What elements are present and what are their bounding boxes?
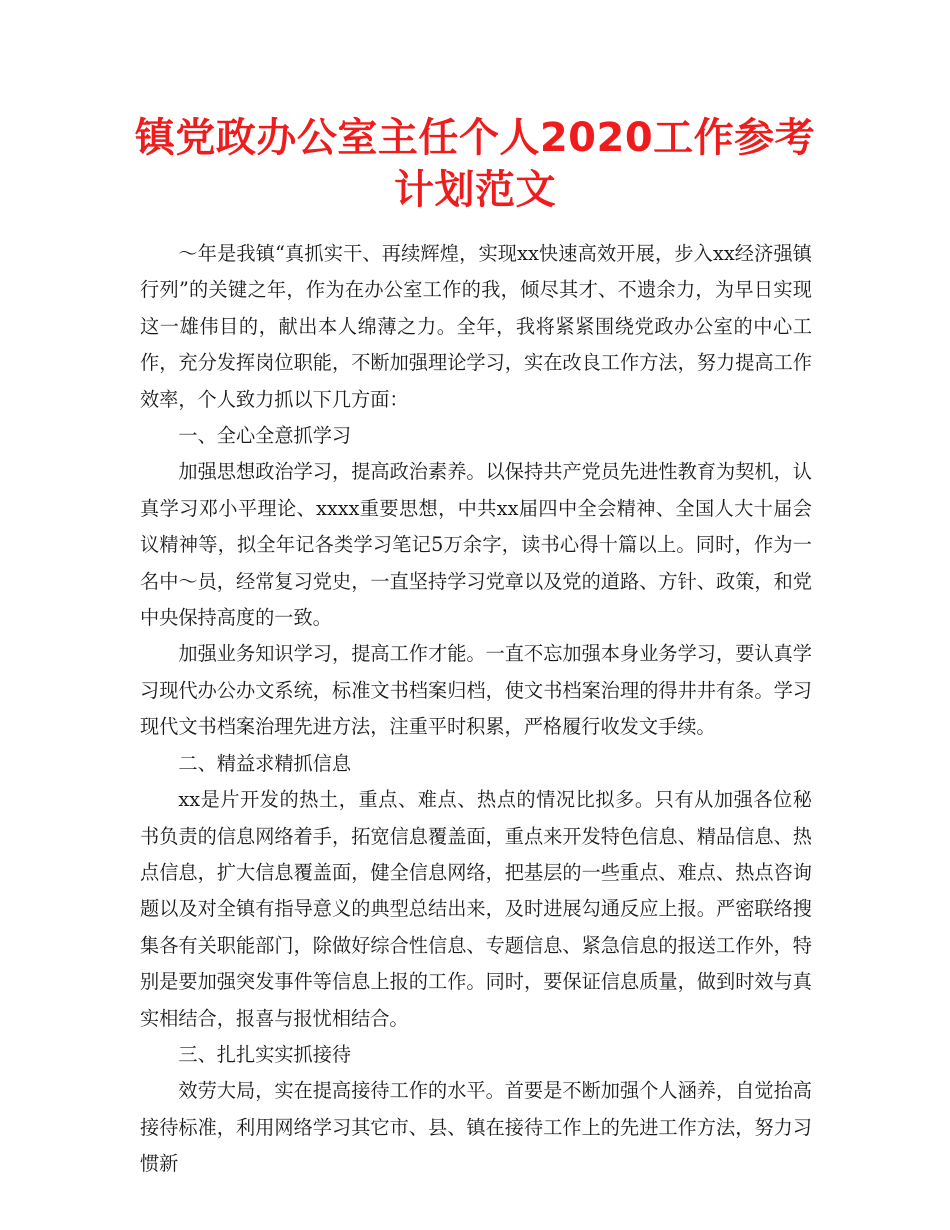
section-heading-information: 二、精益求精抓信息 bbox=[178, 751, 352, 775]
document-title: 镇党政办公室主任个人2020工作参考计划范文 bbox=[134, 115, 816, 213]
section-heading-study: 一、全心全意抓学习 bbox=[178, 424, 352, 448]
document-body bbox=[140, 236, 812, 1183]
body-paragraph: 加强业务知识学习，提高工作才能。一直不忘加强本身业务学习，要认真学习现代办公办文系统，标准文书档案归档，使文书档案治理的得井井有条。学习现代文书档案治理先进方法，注重平时积累，严格履行收发文手续。 bbox=[140, 642, 812, 739]
body-paragraph: xx是片开发的热土，重点、难点、热点的情况比拟多。只有从加强各位秘书负责的信息网络着手，拓宽信息覆盖面，重点来开发特色信息、精品信息、热点信息，扩大信息覆盖面，健全信息网络，把基层的一些重点、难点、热点咨询题以及对全镇有指导意义的典型总结出来，及时进展勾通反应上报。严密联络搜集各有关职能部门，除做好综合性信息、专题信息、紧急信息的报送工作外，特别是要加强突发事件等信息上报的工作。同时，要保证信息质量，做到时效与真实相结合，报喜与报忧相结合。 bbox=[140, 788, 812, 1030]
section-heading-reception: 三、扎扎实实抓接待 bbox=[178, 1042, 352, 1066]
intro-paragraph: ～年是我镇“真抓实干、再续辉煌，实现xx快速高效开展，步入xx经济强镇行列”的关键之年，作为在办公室工作的我，倾尽其才、不遗余力，为早日实现这一雄伟目的，献出本人绵薄之力。全年，我将紧紧围绕党政办公室的中心工作，充分发挥岗位职能，不断加强理论学习，实在改良工作方法，努力提高工作效率，个人致力抓以下几方面： bbox=[140, 242, 812, 411]
body-paragraph: 加强思想政治学习，提高政治素养。以保持共产党员先进性教育为契机，认真学习邓小平理论、xxxx重要思想，中共xx届四中全会精神、全国人大十届会议精神等，拟全年记各类学习笔记5万余字，读书心得十篇以上。同时，作为一名中～员，经常复习党史，一直坚持学习党章以及党的道路、方针、政策，和党中央保持高度的一致。 bbox=[140, 460, 812, 630]
body-paragraph: 效劳大局，实在提高接待工作的水平。首要是不断加强个人涵养，自觉抬高接待标准，利用网络学习其它市、县、镇在接待工作上的先进工作方法，努力习惯新 bbox=[140, 1079, 812, 1176]
